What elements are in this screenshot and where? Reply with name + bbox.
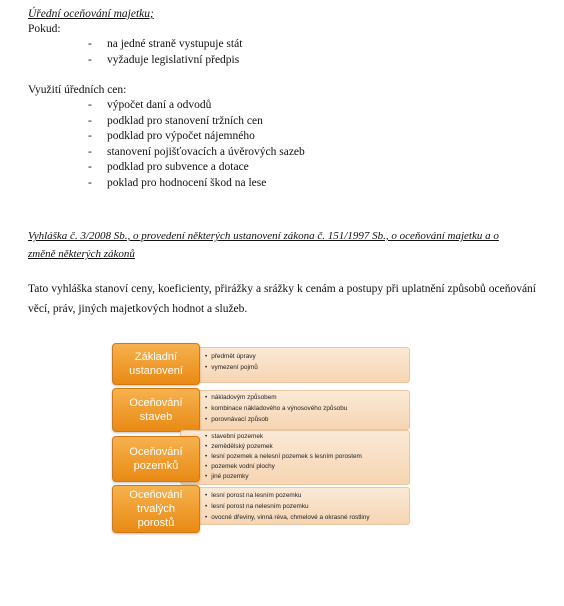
diagram-item: • lesní pozemek a nelesní pozemek s lesním porostem — [205, 452, 362, 462]
diagram-box-staveb: Oceňování staveb — [112, 388, 200, 432]
diagram-item: • předmět úpravy — [205, 352, 256, 362]
section-heading-uredni: Úřední oceňování majetku; — [28, 8, 154, 20]
diagram-box-porostu: Oceňování trvalých porostů — [112, 485, 200, 533]
section-heading-vyhlaska: Vyhláška č. 3/2008 Sb., o provedení některých ustanovení zákona č. 151/1997 Sb., o oceňování majetku a o — [28, 230, 499, 242]
diagram-item: • stavební pozemek — [205, 432, 263, 442]
diagram-item: • vymezení pojmů — [205, 363, 258, 373]
diagram-item: • pozemek vodní plochy — [205, 462, 275, 472]
diagram-item: • kombinace nákladového a výnosového způsobu — [205, 404, 347, 414]
diagram-box-zakladni: Základní ustanovení — [112, 343, 200, 385]
diagram-item: • zemědělský pozemek — [205, 442, 273, 452]
pokud-label: Pokud: — [28, 23, 61, 35]
intro-paragraph: Tato vyhláška stanoví ceny, koeficienty, přirážky a srážky k cenám a postupy při uplatnění způsobů oceňování věcí, práv, jiných majetkových hodnot a služeb. — [28, 283, 536, 315]
diagram-item: • porovnávací způsob — [205, 415, 268, 425]
diagram-item: • jiné pozemky — [205, 472, 249, 482]
diagram-item: • ovocné dřeviny, vinná réva, chmelové a okrasné rostliny — [205, 513, 370, 523]
diagram-item: • lesní porost na lesním pozemku — [205, 491, 301, 501]
diagram-item: • lesní porost na nelesním pozemku — [205, 502, 309, 512]
vyuziti-label: Využití úředních cen: — [28, 84, 127, 96]
diagram-item: • nákladovým způsobem — [205, 393, 277, 403]
diagram-box-pozemku: Oceňování pozemků — [112, 436, 200, 482]
section-heading-vyhlaska-cont: změně některých zákonů — [28, 248, 135, 260]
